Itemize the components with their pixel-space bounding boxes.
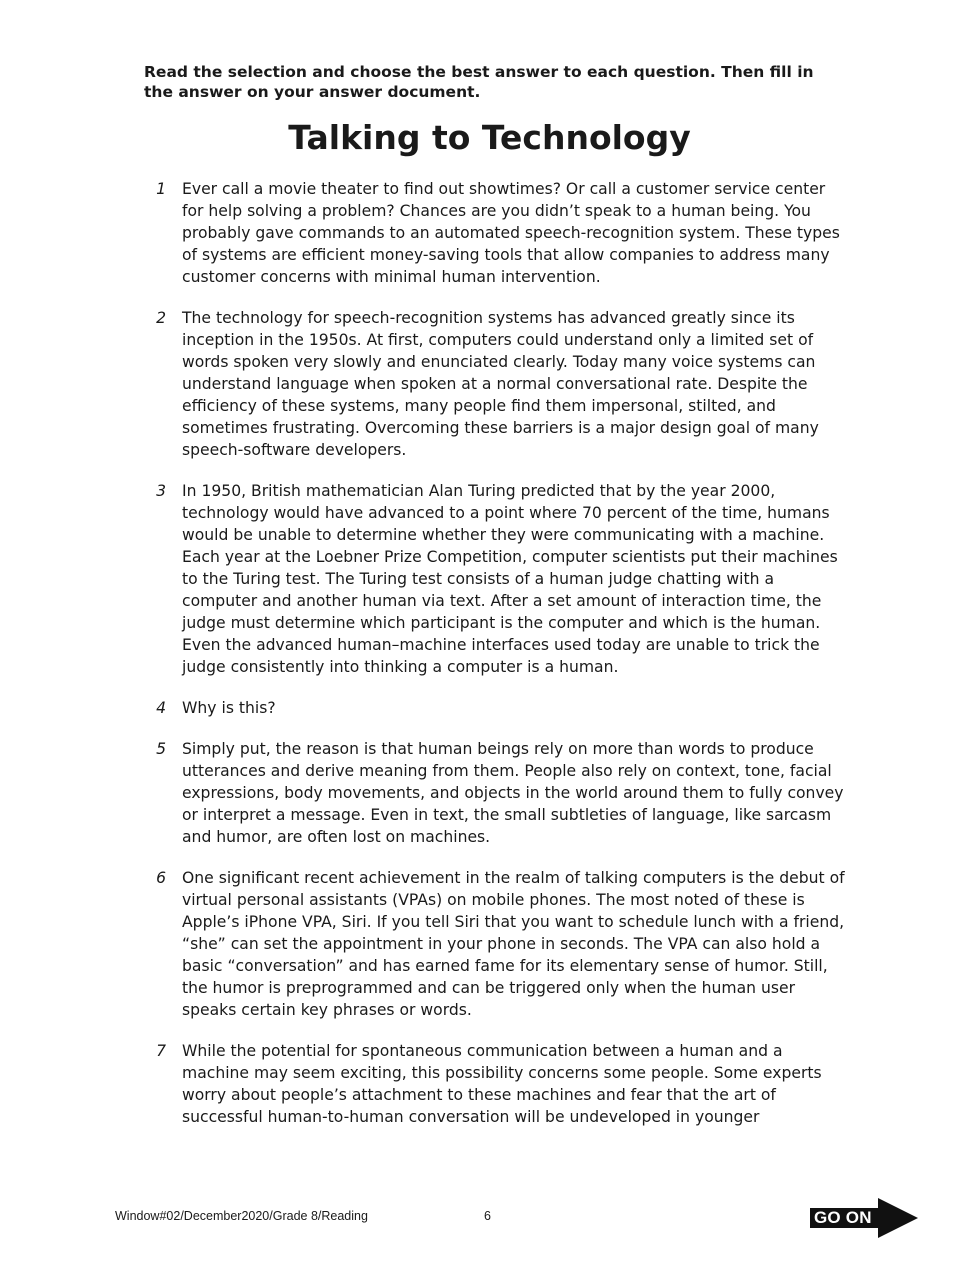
- paragraph-number: 4: [156, 699, 166, 717]
- paragraph-text: Why is this?: [182, 699, 276, 717]
- paragraph-number: 2: [156, 309, 166, 327]
- paragraph-number: 5: [156, 740, 166, 758]
- paragraph: [150, 867, 850, 1021]
- paragraph-number: 1: [156, 180, 166, 198]
- paragraph-text: Simply put, the reason is that human beings rely on more than words to produce utterances and derive meaning from them. People also rely on context, tone, facial expressions, body movements, and objects in the world around them to fully convey or interpret a message. Even in text, the small subtleties of language, like sarcasm and humor, are often lost on machines.: [182, 740, 844, 846]
- paragraph-text: While the potential for spontaneous communication between a human and a machine may seem exciting, this possibility concerns some people. Some experts worry about people’s attachment to these machines and fear that the art of successful human-to-human conversation will be undeveloped in younger: [182, 1042, 822, 1126]
- passage-body: [150, 178, 850, 1147]
- paragraph-text: One significant recent achievement in the realm of talking computers is the debut of virtual personal assistants (VPAs) on mobile phones. The most noted of these is Apple’s iPhone VPA, Siri. If you tell Siri that you want to schedule lunch with a friend, “she” can set the appointment in your phone in seconds. The VPA can also hold a basic “conversation” and has earned fame for its elementary sense of humor. Still, the humor is preprogrammed and can be triggered only when the human user speaks certain key phrases or words.: [182, 869, 845, 1019]
- right-arrow-icon: [878, 1198, 918, 1238]
- paragraph: [150, 178, 850, 288]
- paragraph-text: In 1950, British mathematician Alan Turing predicted that by the year 2000, technology would have advanced to a point where 70 percent of the time, humans would be unable to determine whether they were communicating with a machine. Each year at the Loebner Prize Competition, computer scientists put their machines to the Turing test. The Turing test consists of a human judge chatting with a computer and another human via text. After a set amount of interaction time, the judge must determine which participant is the computer and which is the human. Even the advanced human–machine interfaces used today are unable to trick the judge consistently into thinking a computer is a human.: [182, 482, 838, 676]
- paragraph: [150, 1040, 850, 1128]
- paragraph-text: The technology for speech-recognition systems has advanced greatly since its inception in the 1950s. At first, computers could understand only a limited set of words spoken very slowly and enunciated clearly. Today many voice systems can understand language when spoken at a normal conversational rate. Despite the efficiency of these systems, many people find them impersonal, stilted, and sometimes frustrating. Overcoming these barriers is a major design goal of many speech-software developers.: [182, 309, 819, 459]
- footer-document-info: Window#02/December2020/Grade 8/Reading: [115, 1209, 368, 1223]
- instructions: Read the selection and choose the best answer to each question. Then fill in the answer on your answer document.: [144, 63, 814, 101]
- go-on-label: GO ON: [814, 1208, 872, 1227]
- go-on-indicator: [810, 1198, 920, 1238]
- paragraph: [150, 307, 850, 461]
- page-number: 6: [484, 1209, 491, 1223]
- paragraph: [150, 697, 850, 719]
- paragraph-number: 3: [156, 482, 166, 500]
- passage-title: Talking to Technology: [288, 118, 691, 157]
- paragraph-number: 7: [156, 1042, 166, 1060]
- paragraph-number: 6: [156, 869, 166, 887]
- paragraph: [150, 480, 850, 678]
- paragraph-text: Ever call a movie theater to find out showtimes? Or call a customer service center for help solving a problem? Chances are you didn’t speak to a human being. You probably gave commands to an automated speech-recognition system. These types of systems are efficient money-saving tools that allow companies to address many customer concerns with minimal human intervention.: [182, 180, 840, 286]
- paragraph: [150, 738, 850, 848]
